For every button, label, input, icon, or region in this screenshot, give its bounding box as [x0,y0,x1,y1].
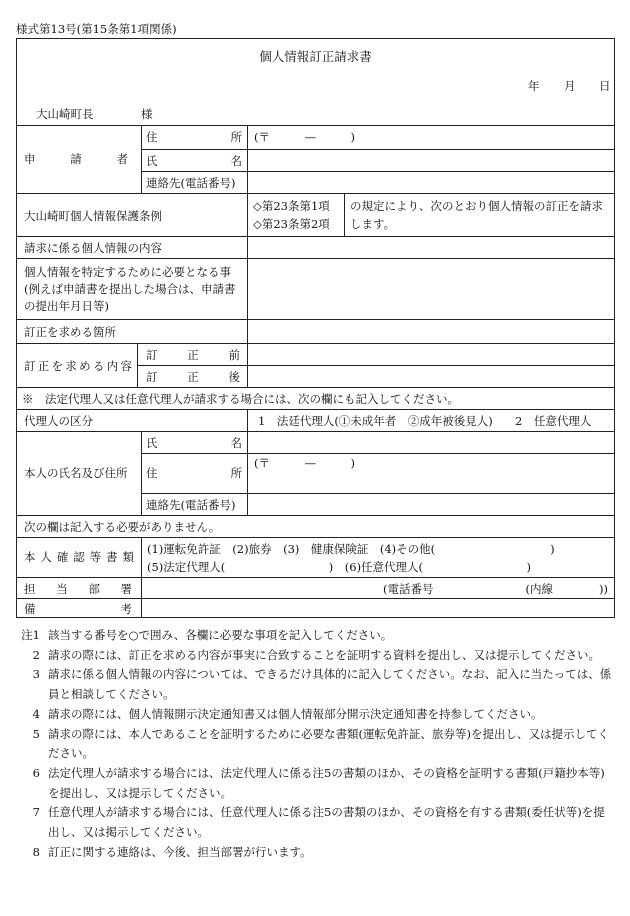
principal-label: 本人の氏名及び住所 [24,466,128,480]
remarks-label: 備 考 [24,602,132,616]
principal-address-label: 住 所 [146,466,242,480]
applicant-label: 申 請 者 [24,152,128,166]
agent-notice: ※ 法定代理人又は任意代理人が請求する場合には、次の欄にも記入してください。 [22,392,459,406]
principal-name-label: 氏 名 [146,436,242,450]
ordinance-text-1: の規定により、次のとおり個人情報の訂正を請求 [350,199,603,213]
correction-content-label: 訂 正 を 求 め る 内 容 [24,359,132,373]
identify-label-line2: (例えば申請書を提出した場合は、申請書 [24,282,236,296]
note-item: 2 請求の際には、訂正を求める内容が事実に合致することを証明する資料を提出し、又は提示してください。 [32,647,600,662]
id-docs-options-1: (1)運転免許証 (2)旅券 (3) 健康保険証 (4)その他( ) [147,542,555,556]
ordinance-text-2: します。 [350,217,396,231]
agent-type-option-voluntary[interactable]: 2 任意代理人 [515,414,592,428]
addressee-name: 大山崎町長 [36,107,94,121]
form-number-label: 様式第13号(第15条第1項関係) [16,22,177,36]
ordinance-label: 大山崎町個人情報保護条例 [24,209,162,223]
request-content-label: 請求に係る個人情報の内容 [24,241,162,255]
agent-type-option-legal[interactable]: 1 法廷代理人(①未成年者 ②成年被後見人) [258,414,493,428]
form-title: 個人情報訂正請求書 [259,49,372,64]
correction-before-label: 訂 正 前 [146,348,240,362]
id-docs-label: 本 人 確 認 等 書 類 [24,550,134,564]
note-item: 5 請求の際には、本人であることを証明するために必要な書類(運転免許証、旅券等)を提出し、又は提示してください。 [32,726,609,761]
note-item: 3 請求に係る個人情報の内容については、できるだけ具体的に記入してください。なお、記入に当たっては、係員と相談してください。 [32,667,612,702]
applicant-address-label: 住 所 [146,130,242,144]
applicant-phone-label: 連絡先(電話番号) [146,176,236,190]
article-23-1-option[interactable]: ◇第23条第1項 [253,199,330,213]
principal-phone-label: 連絡先(電話番号) [146,498,236,512]
note-item: 4 請求の際には、個人情報開示決定通知書又は個人情報部分開示決定通知書を持参してください。 [32,706,543,721]
id-docs-options-2: (5)法定代理人( ) (6)任意代理人( ) [147,560,532,574]
identify-label-line1: 個人情報を特定するために必要となる事 [24,265,231,279]
identify-label-line3: の提出年月日等) [24,299,109,313]
notes-list [16,626,616,862]
principal-postal-field[interactable]: (〒 — ) [254,456,355,470]
no-entry-notice: 次の欄は記入する必要がありません。 [24,520,221,534]
agent-type-label: 代理人の区分 [24,414,93,428]
date-month[interactable]: 月 [564,79,576,93]
note-item: 注1 該当する番号を○で囲み、各欄に必要な事項を記入してください。 [21,628,393,642]
applicant-postal-field[interactable]: (〒 — ) [254,130,355,144]
date-year[interactable]: 年 [528,79,540,93]
article-23-2-option[interactable]: ◇第23条第2項 [253,217,330,231]
applicant-name-label: 氏 名 [146,154,242,168]
correction-place-label: 訂正を求める箇所 [24,325,116,339]
correction-after-label: 訂 正 後 [146,370,240,384]
note-item: 8 訂正に関する連絡は、今後、担当部署が行います。 [32,844,312,859]
note-item: 7 任意代理人が請求する場合には、任意代理人に係る注5の書類のほか、その資格を有する書類(委任状等)を提出し、又は掲示してください。 [32,805,605,840]
addressee-honorific: 様 [141,107,153,121]
date-day[interactable]: 日 [599,79,611,93]
note-item: 6 法定代理人が請求する場合には、法定代理人に係る注5の書類のほか、その資格を証明する書類(戸籍抄本等)を提出し、又は提示してください。 [32,765,605,800]
department-phone: (電話番号 (内線 )) [383,582,608,596]
department-label: 担 当 部 署 [24,582,132,596]
